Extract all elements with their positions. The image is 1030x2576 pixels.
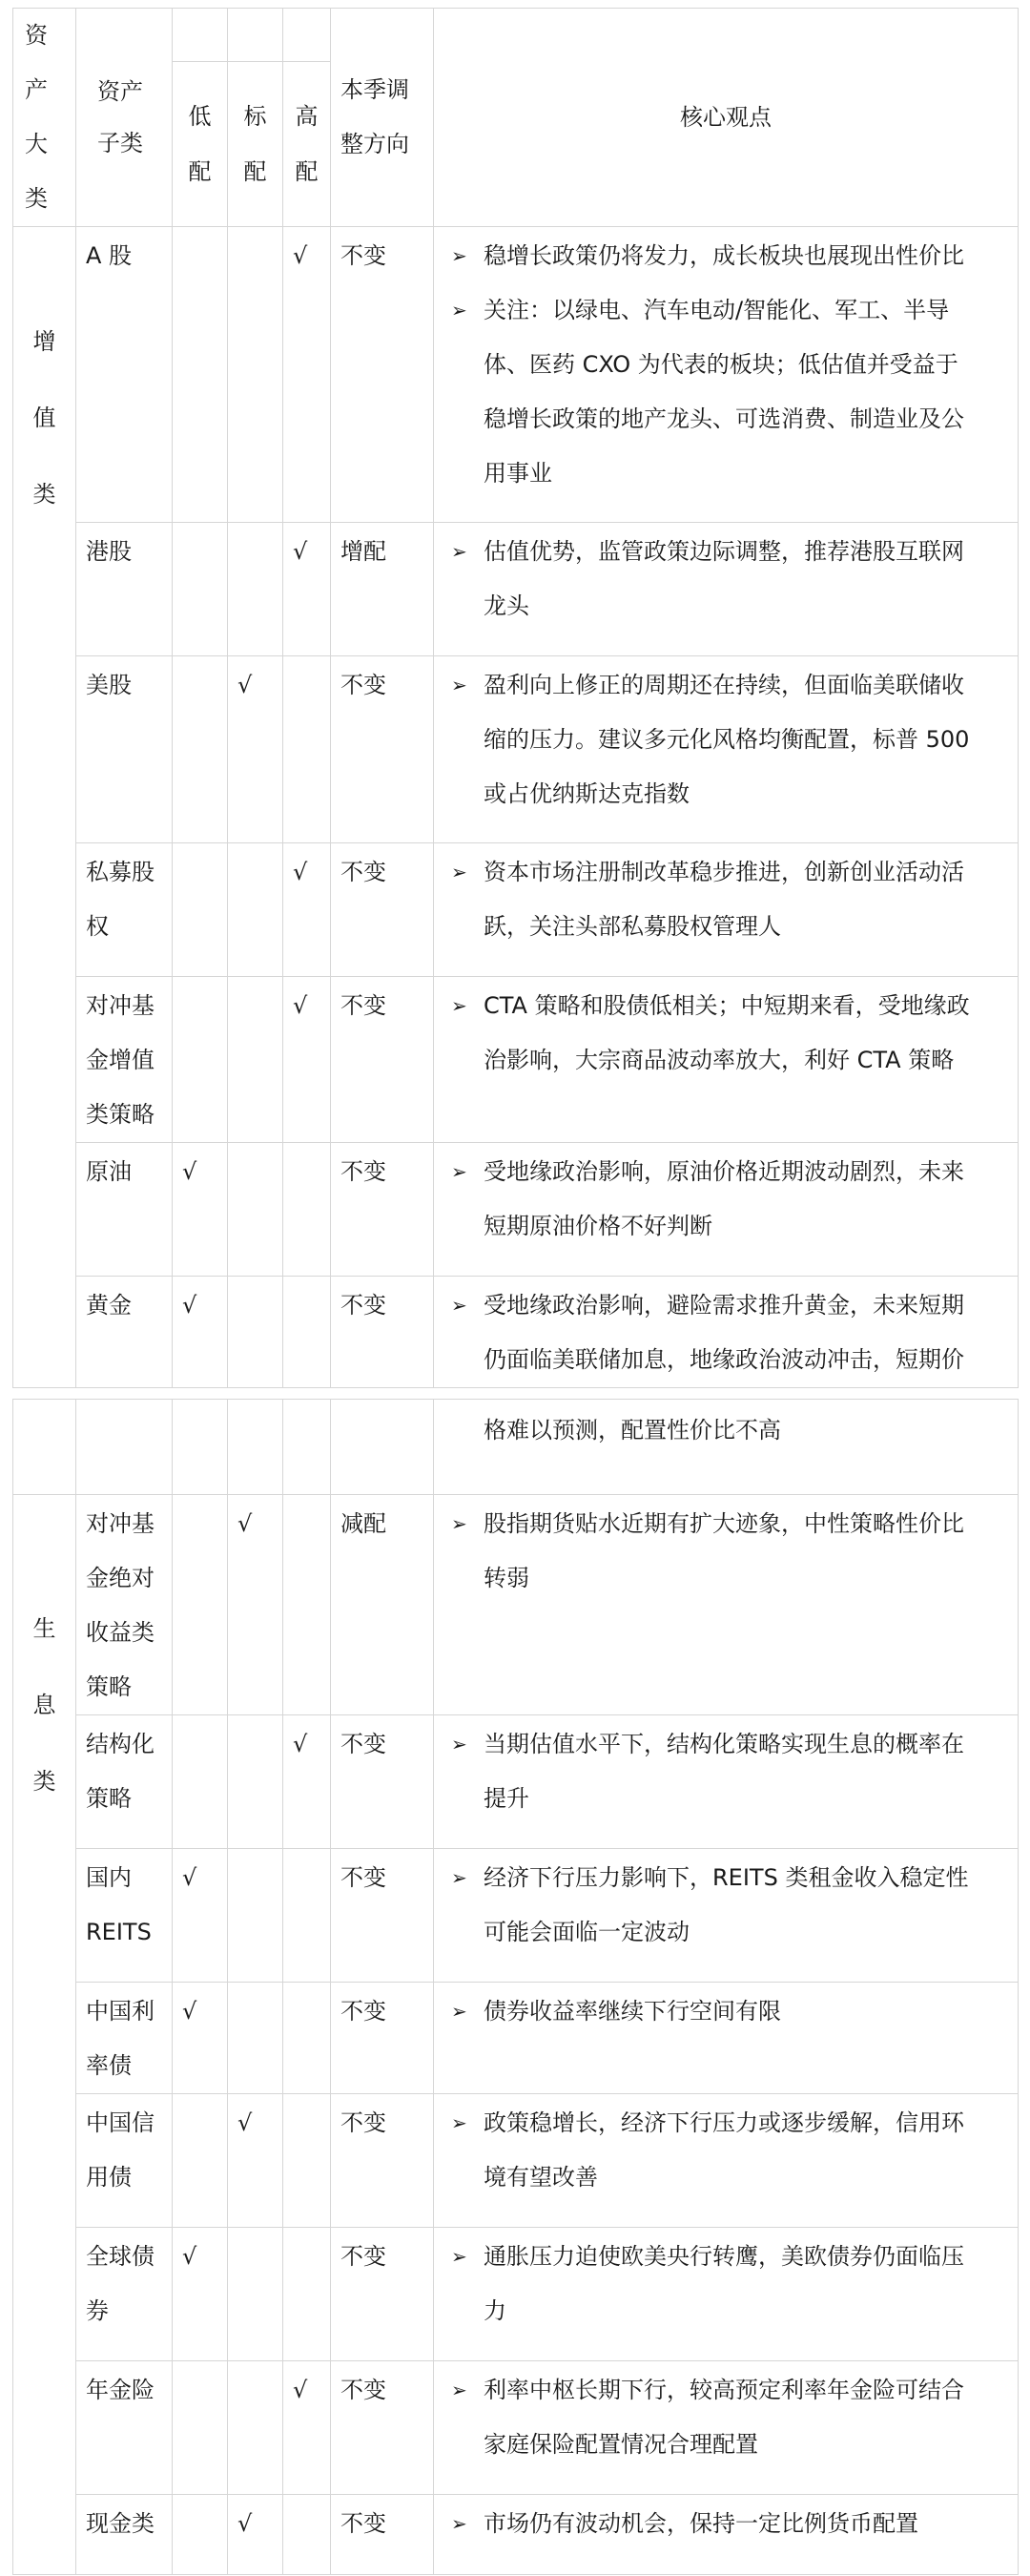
core-view-line: 用事业 — [484, 460, 552, 487]
check-mark-icon: √ — [293, 992, 308, 1019]
level-standard-cell — [228, 1143, 283, 1277]
table-row — [13, 2495, 1019, 2575]
core-view-line: 稳增长政策的地产龙头、可选消费、制造业及公 — [484, 405, 964, 432]
level-standard-cell — [228, 1277, 283, 1388]
core-view-line: CTA 策略和股债低相关；中短期来看，受地缘政 — [484, 992, 970, 1019]
empty-cell — [283, 1400, 331, 1495]
level-low-cell — [173, 2094, 228, 2228]
check-mark-icon: √ — [293, 859, 308, 885]
level-high-cell — [283, 2361, 331, 2495]
arrowhead-bullet-icon: ➢ — [451, 2245, 467, 2268]
subclass-cell — [76, 1983, 173, 2094]
subclass-line: 权 — [86, 913, 109, 940]
direction-cell — [331, 1495, 434, 1715]
direction-cell — [331, 1277, 434, 1388]
header-direction — [331, 9, 434, 227]
level-standard-cell — [228, 656, 283, 843]
core-view-line: 稳增长政策仍将发力，成长板块也展现出性价比 — [484, 242, 964, 269]
subclass-cell — [76, 1849, 173, 1983]
header-row — [13, 9, 1019, 62]
table-row — [13, 2361, 1019, 2495]
arrowhead-bullet-icon: ➢ — [451, 861, 467, 883]
check-mark-icon: √ — [182, 1864, 197, 1891]
subclass-line: 金增值 — [86, 1047, 154, 1073]
subclass-line: 策略 — [86, 1673, 132, 1700]
direction-value: 不变 — [340, 1998, 386, 2025]
direction-cell — [331, 2361, 434, 2495]
header-high-line: 高 — [295, 103, 319, 130]
core-view-line: 提升 — [484, 1785, 529, 1812]
level-high-cell — [283, 227, 331, 523]
table-row — [13, 656, 1019, 843]
header-high-line: 配 — [295, 158, 319, 185]
core-view-cell — [434, 1143, 1019, 1277]
table-row — [13, 227, 1019, 523]
arrowhead-bullet-icon: ➢ — [451, 1733, 467, 1755]
allocation-table-part-1 — [12, 8, 1019, 1388]
subclass-line: REITS — [86, 1919, 152, 1945]
core-view-bullet — [451, 2096, 1008, 2205]
header-category — [13, 9, 76, 227]
level-low-cell — [173, 523, 228, 656]
core-view-line: 债券收益率继续下行空间有限 — [484, 1998, 781, 2025]
level-standard-cell — [228, 1983, 283, 2094]
direction-value: 不变 — [340, 2243, 386, 2270]
direction-cell — [331, 1983, 434, 2094]
check-mark-icon: √ — [293, 1731, 308, 1757]
subclass-cell — [76, 1495, 173, 1715]
arrowhead-bullet-icon: ➢ — [451, 1866, 467, 1889]
table-row — [13, 1715, 1019, 1849]
core-view-bullet — [451, 1145, 1008, 1254]
level-low-cell — [173, 1849, 228, 1983]
direction-value: 不变 — [340, 2109, 386, 2136]
subclass-line: 中国利 — [86, 1998, 154, 2025]
core-view-cell — [434, 2094, 1019, 2228]
direction-cell — [331, 843, 434, 977]
subclass-line: 类策略 — [86, 1101, 154, 1128]
direction-cell — [331, 656, 434, 843]
direction-value: 不变 — [340, 1864, 386, 1891]
direction-value: 不变 — [340, 2377, 386, 2403]
core-view-line: 关注：以绿电、汽车电动/智能化、军工、半导 — [484, 297, 950, 323]
core-view-line: 或占优纳斯达克指数 — [484, 780, 690, 807]
core-view-cell — [434, 1277, 1019, 1388]
arrowhead-bullet-icon: ➢ — [451, 1294, 467, 1317]
direction-cell — [331, 2495, 434, 2575]
core-view-line: 家庭保险配置情况合理配置 — [484, 2431, 758, 2458]
subclass-line: 券 — [86, 2297, 109, 2324]
direction-value: 不变 — [340, 2510, 386, 2537]
core-view-line: 当期估值水平下，结构化策略实现生息的概率在 — [484, 1731, 964, 1757]
empty-cell — [173, 1400, 228, 1495]
core-view-line: 仍面临美联储加息，地缘政治波动冲击，短期价 — [484, 1346, 964, 1373]
subclass-line: 全球债 — [86, 2243, 154, 2270]
core-view-bullet — [451, 979, 1008, 1088]
core-view-line: 格难以预测，配置性价比不高 — [484, 1417, 781, 1444]
asset-category-char: 类 — [32, 1768, 56, 1795]
subclass-cell — [76, 1715, 173, 1849]
subclass-line: 率债 — [86, 2052, 132, 2079]
level-high-cell — [283, 977, 331, 1143]
subclass-line: 现金类 — [86, 2510, 154, 2537]
level-high-cell — [283, 2228, 331, 2361]
subclass-cell — [76, 977, 173, 1143]
core-view-line: 市场仍有波动机会，保持一定比例货币配置 — [484, 2510, 918, 2537]
level-low-cell — [173, 843, 228, 977]
subclass-line: 私募股 — [86, 859, 154, 885]
direction-cell — [331, 2094, 434, 2228]
asset-category-growth — [13, 227, 76, 1388]
core-view-line: 受地缘政治影响，原油价格近期波动剧烈，未来 — [484, 1158, 964, 1185]
empty-cell — [13, 1400, 76, 1495]
subclass-cell — [76, 2361, 173, 2495]
table-row — [13, 2094, 1019, 2228]
level-high-cell — [283, 1849, 331, 1983]
table-row — [13, 1143, 1019, 1277]
core-view-line: 经济下行压力影响下，REITS 类租金收入稳定性 — [484, 1864, 969, 1891]
check-mark-icon: √ — [182, 1292, 197, 1319]
level-low-cell — [173, 977, 228, 1143]
level-standard-cell — [228, 1495, 283, 1715]
check-mark-icon: √ — [237, 2510, 253, 2537]
check-mark-icon: √ — [293, 538, 308, 565]
subclass-line: 策略 — [86, 1785, 132, 1812]
level-low-cell — [173, 227, 228, 523]
arrowhead-bullet-icon: ➢ — [451, 1160, 467, 1183]
level-high-cell — [283, 1715, 331, 1849]
direction-cell — [331, 2228, 434, 2361]
subclass-line: A 股 — [86, 242, 133, 269]
level-standard-cell — [228, 523, 283, 656]
direction-value: 不变 — [340, 672, 386, 698]
subclass-cell — [76, 2228, 173, 2361]
core-view-cell — [434, 843, 1019, 977]
direction-cell — [331, 523, 434, 656]
core-view-cell — [434, 977, 1019, 1143]
header-direction-line: 整方向 — [340, 131, 409, 157]
level-low-cell — [173, 2361, 228, 2495]
core-view-bullet — [451, 658, 1008, 821]
check-mark-icon: √ — [182, 2243, 197, 2270]
subclass-cell — [76, 523, 173, 656]
header-category-char: 产 — [25, 76, 48, 103]
core-view-bullet — [451, 2230, 1008, 2338]
level-high-cell — [283, 523, 331, 656]
header-subclass — [76, 9, 173, 227]
table-row — [13, 1495, 1019, 1715]
level-low-cell — [173, 1143, 228, 1277]
core-view-cell — [434, 2228, 1019, 2361]
subclass-cell — [76, 2495, 173, 2575]
subclass-cell — [76, 1277, 173, 1388]
core-view-line: 资本市场注册制改革稳步推进，创新创业活动活 — [484, 859, 964, 885]
core-view-bullet — [451, 1497, 1008, 1606]
level-standard-cell — [228, 1715, 283, 1849]
subclass-cell — [76, 843, 173, 977]
subclass-line: 对冲基 — [86, 1510, 154, 1537]
header-subclass-line: 子类 — [97, 130, 143, 156]
check-mark-icon: √ — [237, 2109, 253, 2136]
header-low-line: 配 — [188, 158, 212, 185]
core-view-line: 受地缘政治影响，避险需求推升黄金，未来短期 — [484, 1292, 964, 1319]
asset-category-char: 息 — [32, 1692, 56, 1718]
core-view-cell — [434, 2361, 1019, 2495]
arrowhead-bullet-icon: ➢ — [451, 2512, 467, 2535]
level-low-cell — [173, 2228, 228, 2361]
header-high — [283, 62, 331, 227]
header-level-top — [173, 9, 228, 62]
direction-value: 减配 — [340, 1510, 386, 1537]
level-high-cell — [283, 656, 331, 843]
level-high-cell — [283, 1495, 331, 1715]
core-view-line: 体、医药 CXO 为代表的板块；低估值并受益于 — [484, 351, 958, 378]
direction-value: 不变 — [340, 1731, 386, 1757]
subclass-line: 结构化 — [86, 1731, 154, 1757]
core-view-line: 通胀压力迫使欧美央行转鹰，美欧债券仍面临压 — [484, 2243, 964, 2270]
header-low — [173, 62, 228, 227]
arrowhead-bullet-icon: ➢ — [451, 2000, 467, 2023]
level-low-cell — [173, 2495, 228, 2575]
core-view-line: 估值优势，监管政策边际调整，推荐港股互联网 — [484, 538, 964, 565]
level-high-cell — [283, 1143, 331, 1277]
subclass-line: 美股 — [86, 672, 132, 698]
allocation-table-part-2 — [12, 1399, 1019, 2575]
continuation-row — [13, 1400, 1019, 1495]
empty-cell — [331, 1400, 434, 1495]
core-view-bullet — [451, 1984, 1008, 2039]
asset-category-char: 增 — [32, 328, 56, 355]
header-category-char: 大 — [25, 131, 48, 157]
core-view-line: 可能会面临一定波动 — [484, 1919, 690, 1945]
direction-cell — [331, 227, 434, 523]
check-mark-icon: √ — [182, 1998, 197, 2025]
core-view-line: 龙头 — [484, 592, 529, 619]
level-standard-cell — [228, 2094, 283, 2228]
core-view-bullet — [451, 229, 1008, 283]
core-view-line: 短期原油价格不好判断 — [484, 1213, 712, 1239]
direction-value: 不变 — [340, 992, 386, 1019]
level-high-cell — [283, 843, 331, 977]
asset-category-income — [13, 1495, 76, 2575]
arrowhead-bullet-icon: ➢ — [451, 674, 467, 696]
core-view-continuation — [434, 1400, 1019, 1495]
table-row — [13, 1277, 1019, 1388]
core-view-bullet — [451, 2497, 1008, 2551]
direction-value: 不变 — [340, 1292, 386, 1319]
core-view-cell — [434, 1849, 1019, 1983]
core-view-line: 利率中枢长期下行，较高预定利率年金险可结合 — [484, 2377, 964, 2403]
check-mark-icon: √ — [293, 2377, 308, 2403]
subclass-line: 港股 — [86, 538, 132, 565]
check-mark-icon: √ — [237, 672, 253, 698]
table-row — [13, 1849, 1019, 1983]
direction-cell — [331, 977, 434, 1143]
empty-cell — [228, 1400, 283, 1495]
level-high-cell — [283, 2094, 331, 2228]
core-view-line: 缩的压力。建议多元化风格均衡配置，标普 500 — [484, 726, 970, 753]
core-view-line: 盈利向上修正的周期还在持续，但面临美联储收 — [484, 672, 964, 698]
header-subclass-line: 资产 — [97, 78, 143, 105]
level-standard-cell — [228, 843, 283, 977]
level-low-cell — [173, 1715, 228, 1849]
arrowhead-bullet-icon: ➢ — [451, 1512, 467, 1535]
level-low-cell — [173, 1277, 228, 1388]
subclass-line: 用债 — [86, 2164, 132, 2191]
core-view-cell — [434, 227, 1019, 523]
level-standard-cell — [228, 2228, 283, 2361]
subclass-line: 原油 — [86, 1158, 132, 1185]
table-row — [13, 1983, 1019, 2094]
arrowhead-bullet-icon: ➢ — [451, 244, 467, 267]
core-view-cell — [434, 523, 1019, 656]
level-standard-cell — [228, 1849, 283, 1983]
table-row — [13, 523, 1019, 656]
subclass-line: 对冲基 — [86, 992, 154, 1019]
subclass-line: 国内 — [86, 1864, 132, 1891]
subclass-line: 收益类 — [86, 1619, 154, 1646]
subclass-cell — [76, 227, 173, 523]
header-direction-line: 本季调 — [340, 76, 409, 103]
level-low-cell — [173, 656, 228, 843]
subclass-line: 黄金 — [86, 1292, 132, 1319]
direction-value: 增配 — [340, 538, 386, 565]
header-category-char: 类 — [25, 185, 48, 212]
direction-value: 不变 — [340, 859, 386, 885]
core-view-cell — [434, 1495, 1019, 1715]
subclass-cell — [76, 2094, 173, 2228]
level-standard-cell — [228, 977, 283, 1143]
core-view-bullet — [451, 525, 1008, 634]
check-mark-icon: √ — [182, 1158, 197, 1185]
level-standard-cell — [228, 2361, 283, 2495]
asset-category-char: 值 — [32, 405, 56, 431]
level-low-cell — [173, 1983, 228, 2094]
level-standard-cell — [228, 227, 283, 523]
direction-value: 不变 — [340, 242, 386, 269]
core-view-bullet — [451, 2363, 1008, 2472]
header-level-top — [228, 9, 283, 62]
subclass-line: 年金险 — [86, 2377, 154, 2403]
arrowhead-bullet-icon: ➢ — [451, 2379, 467, 2401]
arrowhead-bullet-icon: ➢ — [451, 2111, 467, 2134]
level-high-cell — [283, 1983, 331, 2094]
core-view-bullet — [451, 283, 1008, 501]
direction-cell — [331, 1849, 434, 1983]
core-view-bullet — [451, 1717, 1008, 1826]
subclass-cell — [76, 1143, 173, 1277]
level-high-cell — [283, 1277, 331, 1388]
core-view-line: 跃，关注头部私募股权管理人 — [484, 913, 781, 940]
subclass-line: 中国信 — [86, 2109, 154, 2136]
level-high-cell — [283, 2495, 331, 2575]
asset-category-char: 生 — [32, 1615, 56, 1642]
header-standard-line: 配 — [243, 158, 267, 185]
core-view-line: 转弱 — [484, 1565, 529, 1591]
core-view-line: 力 — [484, 2297, 506, 2324]
arrowhead-bullet-icon: ➢ — [451, 994, 467, 1017]
core-view-bullet — [451, 845, 1008, 954]
subclass-line: 金绝对 — [86, 1565, 154, 1591]
header-category-char: 资 — [25, 22, 48, 49]
table-row — [13, 977, 1019, 1143]
check-mark-icon: √ — [237, 1510, 253, 1537]
header-core: 核心观点 — [434, 9, 1019, 227]
core-view-line: 治影响，大宗商品波动率放大，利好 CTA 策略 — [484, 1047, 955, 1073]
header-level-top — [283, 9, 331, 62]
empty-cell — [76, 1400, 173, 1495]
table-row — [13, 2228, 1019, 2361]
core-view-bullet — [451, 1278, 1008, 1387]
direction-cell — [331, 1143, 434, 1277]
header-standard-line: 标 — [243, 103, 267, 130]
core-view-line: 境有望改善 — [484, 2164, 598, 2191]
level-low-cell — [173, 1495, 228, 1715]
core-view-bullet — [451, 1851, 1008, 1960]
core-view-cell — [434, 1715, 1019, 1849]
core-view-cell — [434, 1983, 1019, 2094]
arrowhead-bullet-icon: ➢ — [451, 299, 467, 322]
core-view-cell — [434, 2495, 1019, 2575]
table-row — [13, 843, 1019, 977]
arrowhead-bullet-icon: ➢ — [451, 540, 467, 563]
subclass-cell — [76, 656, 173, 843]
asset-category-char: 类 — [32, 481, 56, 508]
core-view-line: 政策稳增长，经济下行压力或逐步缓解，信用环 — [484, 2109, 964, 2136]
direction-cell — [331, 1715, 434, 1849]
check-mark-icon: √ — [293, 242, 308, 269]
header-standard — [228, 62, 283, 227]
header-low-line: 低 — [188, 103, 212, 130]
level-standard-cell — [228, 2495, 283, 2575]
core-view-cell — [434, 656, 1019, 843]
core-view-line: 股指期货贴水近期有扩大迹象，中性策略性价比 — [484, 1510, 964, 1537]
direction-value: 不变 — [340, 1158, 386, 1185]
